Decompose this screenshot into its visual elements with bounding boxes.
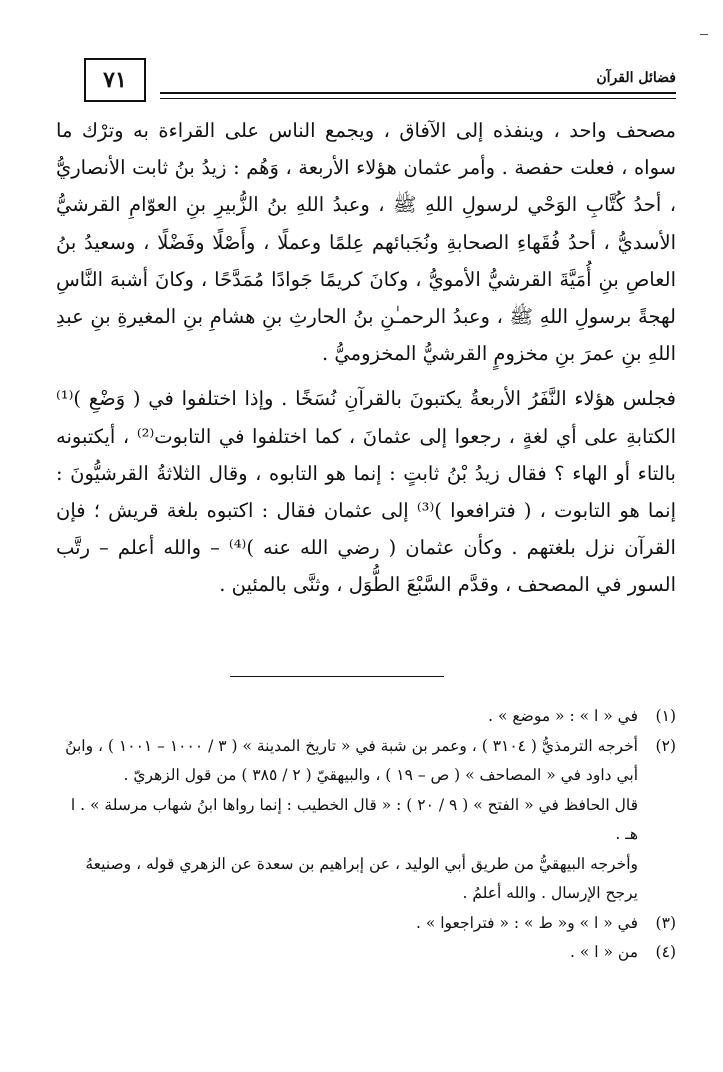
footnote-number: (٣) — [655, 913, 676, 932]
footnote-4 — [56, 938, 676, 968]
corner-mark — [700, 34, 708, 35]
footnote-2 — [56, 732, 676, 791]
footnote-text: أخرجه الترمذيُّ ( ٣١٠٤ ) ، وعمر بن شبة في « تاريخ المدينة » ( ٣ / ١٠٠٠ – ١٠٠١ ) ، وابنُ أبي داود في « المصاحف » ( ص – ١٩ ) ، والبيهقيّ ( ٢ / ٣٨٥ ) من قول الزهريّ . — [65, 736, 638, 784]
footnote-text: من « ا » . — [569, 943, 638, 961]
footnote-number: (٤) — [655, 943, 676, 961]
main-text — [56, 112, 676, 604]
footnote-text: في « ا » و« ط » : « فتراجعوا » . — [415, 913, 638, 932]
footnotes — [56, 702, 676, 968]
header-rule-thin — [160, 98, 676, 99]
paragraph-2: فجلس هؤلاء النَّفَرُ الأربعةُ يكتبونَ بالقرآنِ نُسَخًا . وإذا اختلفوا في ( وَضْعِ )⁽¹⁾ الكتابةِ على أي لغةٍ ، رجعوا إلى عثمانَ ، كما اختلفوا في التابوت⁽²⁾ ، أيكتبونه بالتاء أو الهاء ؟ فقال زيدُ بْنُ ثابتٍ : إنما هو التابوه ، وقال الثلاثةُ القرشيُّونَ : إنما هو التابوت ، ( فترافعوا )⁽³⁾ إلى عثمان فقال : اكتبوه بلغة قريش ؛ فإن القرآن نزل بلغتهم . وكأن عثمان ( رضي الله عنه )⁽⁴⁾ – والله أعلم – رتَّب السور في المصحف ، وقدَّم السَّبْعَ الطُّوَل ، وثنَّى بالمئين . — [56, 387, 676, 597]
running-title: فضائل القرآن — [596, 70, 676, 86]
footnote-number: (٢) — [655, 736, 676, 755]
footnote-text: في « ا » : « موضع » . — [488, 707, 638, 725]
footnote-divider — [230, 676, 444, 677]
footnote-3 — [56, 909, 676, 939]
footnote-2-note-a: قال الحافظ في « الفتح » ( ٩ / ٢٠ ) : « قال الخطيب : إنما رواها ابنُ شهاب مرسلة » . ا هـ . — [70, 795, 638, 843]
paragraph-1: مصحف واحد ، وينفذه إلى الآفاق ، ويجمع الناس على القراءة به وترْك ما سواه ، فعلت حفصة . وأمر عثمان هؤلاء الأربعة ، وَهُم : زيدُ بنُ ثابت الأنصاريُّ ، أحدُ كُتَّابِ الوَحْي لرسولِ اللهِ ﷺ ، وعبدُ اللهِ بنُ الزُّبيرِ بنِ العوّامِ القرشيُّ الأسديُّ ، أحدُ فُقَهاءِ الصحابةِ ونُجَبائهم عِلمًا وعملًا ، وأَصْلًا وفَضْلًا ، وسعيدُ بنُ العاصِ بنِ أُمَيَّةَ القرشيُّ الأمويُّ ، وكانَ كريمًا جَوادًا مُمَدَّحًا ، وكانَ أشبهَ النَّاسِ لهجةً برسولِ اللهِ ﷺ ، وعبدُ الرحمـٰنِ بنُ الحارثِ بنِ هشامِ بنِ المغيرةِ بنِ عبدِ اللهِ بنِ عمرَ بنِ مخزومٍ القرشيُّ المخزوميُّ . — [56, 119, 676, 366]
page-header — [84, 50, 676, 106]
header-rule — [160, 92, 676, 94]
footnote-1 — [56, 702, 676, 732]
footnote-2-note-b: وأخرجه البيهقيُّ من طريق أبي الوليد ، عن إبراهيم بن سعدة عن الزهري قوله ، وصنيعهُ يرجح الإرسال . والله أعلمُ . — [85, 854, 638, 902]
page-number: ٧١ — [84, 58, 146, 102]
footnote-number: (١) — [655, 707, 676, 725]
